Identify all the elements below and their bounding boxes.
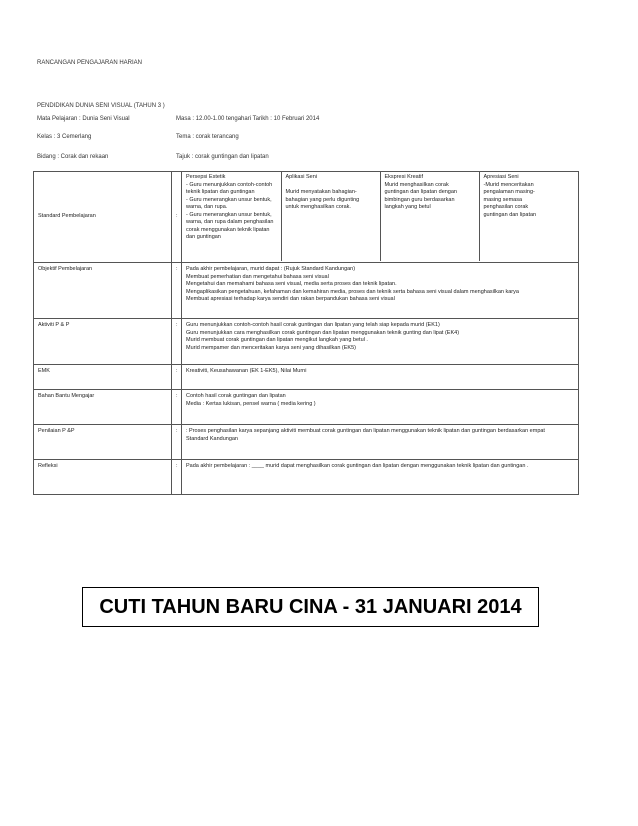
- row-label: Standard Pembelajaran: [34, 172, 172, 263]
- row-label: Objektif Pembelajaran: [34, 263, 172, 319]
- col-title: Ekspresi Kreatif: [384, 174, 424, 180]
- row-text: Contoh hasil corak guntingan dan lipatan Media : Kertas lukisan, pensel warna ( media kering ): [186, 393, 316, 407]
- row-colon: :: [172, 390, 182, 425]
- col-body: - Guru menunjukkan contoh-contoh teknik lipatan dan guntingan - Guru menerangkan unsur bentuk, warna, dan rupa. - Guru menerangkan unsur bentuk, warna, dan rupa dalam penghasilan corak menggunakan teknik lipatan dan guntingan: [186, 181, 274, 240]
- document-title: RANCANGAN PENGAJARAN HARIAN: [37, 60, 143, 66]
- tajuk: Tajuk : corak guntingan dan lipatan: [176, 154, 269, 160]
- col-aplikasi-seni: [281, 172, 380, 261]
- table-row-objektif: [34, 263, 579, 319]
- row-text: : Proses penghasilan karya sepanjang aktiviti membuat corak guntingan dan lipatan menggunakan teknik lipatan dan guntingan berdasarkan empat Standard Kandungan: [186, 428, 545, 442]
- row-colon: :: [172, 172, 182, 263]
- col-title: Aplikasi Seni: [285, 174, 317, 180]
- holiday-banner: CUTI TAHUN BARU CINA - 31 JANUARI 2014: [82, 587, 539, 627]
- subject-line: PENDIDIKAN DUNIA SENI VISUAL (TAHUN 3 ): [37, 103, 165, 109]
- tema: Tema : corak terancang: [176, 134, 239, 140]
- masa-tarikh: Masa : 12.00-1.00 tengahari Tarikh : 10 Februari 2014: [176, 116, 320, 122]
- row-colon: :: [172, 460, 182, 495]
- row-colon: :: [172, 425, 182, 460]
- table-row-standard: [34, 172, 579, 263]
- row-label: EMK: [34, 365, 172, 390]
- table-row-emk: [34, 365, 579, 390]
- row-label: Penilaian P &P: [34, 425, 172, 460]
- row-colon: :: [172, 365, 182, 390]
- table-row-aktiviti: [34, 319, 579, 365]
- row-text: Pada akhir pembelajaran : ____ murid dapat menghasilkan corak guntingan dan lipatan dengan menggunakan teknik lipatan dan guntingan .: [186, 463, 529, 469]
- standard-subtable: [182, 172, 578, 261]
- row-text: Guru menunjukkan contoh-contoh hasil corak guntingan dan lipatan yang telah siap kepada murid (EK1) Guru menunjukkan cara menghasilkan corak guntingan dan lipatan menggunakan teknik gunting dan lipat (EK4) Murid membuat corak guntingan dan lipatan mengikut langkah yang betul . Murid mempamer dan menceritakan karya seni yang dihasilkan (EK5): [186, 322, 460, 351]
- col-title: Apresiasi Seni: [483, 174, 519, 180]
- mata-pelajaran: Mata Pelajaran : Dunia Seni Visual: [37, 116, 130, 122]
- row-text: Pada akhir pembelajaran, murid dapat : (Rujuk Standard Kandungan) Membuat pemerhatian dan mengetahui bahasa seni visual Mengetahui dan memahami bahasa seni visual, media serta proses dan teknik lipatan. Mengaplikasikan pengetahuan, kefahaman dan kemahiran media, proses dan teknik serta bahasa seni visual dalam menghasilkan karya Membuat apresiasi terhadap karya sendiri dan rakan berpandukan bahasa seni visual: [186, 266, 519, 302]
- col-apresiasi-seni: [479, 172, 578, 261]
- col-body: -Murid menceritakan pengalaman masing- masing semasa penghasilan corak guntingan dan lipatan: [483, 181, 537, 218]
- row-text: Kreativiti, Keusahawanan (EK 1-EK5), Nilai Murni: [186, 368, 307, 374]
- col-ekspresi-kreatif: [380, 172, 479, 261]
- col-title: Persepsi Estetik: [186, 174, 226, 180]
- row-colon: :: [172, 263, 182, 319]
- row-label: Bahan Bantu Mengajar: [34, 390, 172, 425]
- table-row-refleksi: [34, 460, 579, 495]
- table-row-penilaian: [34, 425, 579, 460]
- col-persepsi-estetik: [182, 172, 281, 261]
- row-label: Refleksi: [34, 460, 172, 495]
- lesson-plan-table: [33, 171, 579, 495]
- row-label: Aktiviti P & P: [34, 319, 172, 365]
- table-row-bbm: [34, 390, 579, 425]
- kelas: Kelas : 3 Cemerlang: [37, 134, 92, 140]
- col-body: Murid menghasilkan corak guntingan dan lipatan dengan bimbingan guru berdasarkan langkah yang betul: [384, 181, 457, 210]
- bidang: Bidang : Corak dan rekaan: [37, 154, 109, 160]
- col-body: Murid menyatakan bahagian- bahagian yang perlu digunting untuk menghasilkan corak.: [285, 189, 360, 210]
- row-colon: :: [172, 319, 182, 365]
